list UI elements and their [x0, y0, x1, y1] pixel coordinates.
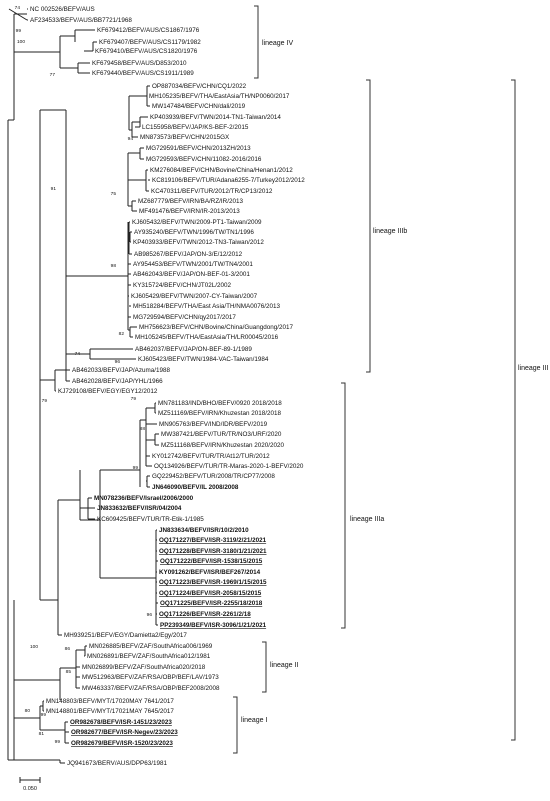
taxon-label: KC609425/BEFV/TUR/TR-Etik-1/1985: [97, 516, 204, 524]
taxon-label: OP887034/BEFV/CHN/CQ1/2022: [152, 83, 247, 91]
taxon-label: OQ134926/BEFV/TUR/TR-Maras-2020-1-BEFV/2020: [154, 463, 304, 471]
bootstrap-value: 74: [14, 6, 20, 11]
taxon-label: KP403933/BEFV/TWN/2012-TN3-Taiwan/2012: [133, 239, 264, 247]
lineage-bracket: [254, 6, 258, 78]
taxon-label: MW387421/BEFV/TUR/TR/NO3/URF/2020: [161, 431, 282, 439]
bootstrap-value: 86: [64, 647, 70, 652]
taxon-label: MN078236/BEFV/Israel/2006/2000: [94, 495, 194, 503]
lineage-label: lineage I: [241, 717, 268, 724]
taxon-label: MN905763/BEFV/IND/IDR/BEFV/2019: [159, 421, 268, 429]
lineage-label: lineage IIIb: [373, 228, 408, 235]
taxon-label: OQ171228/BEFV/ISR-3180/1/21/2021: [159, 548, 267, 556]
taxon-label: MG729591/BEFV/CHN/2013ZH/2013: [146, 145, 251, 153]
taxon-label: OQ171224/BEFV/ISR-2058/15/2015: [159, 590, 262, 598]
lineage-bracket: [262, 642, 266, 692]
taxon-label: KC470311/BEFV/TUR/2012/TR/CP13/2012: [151, 188, 273, 196]
taxon-label: MW512963/BEFV/ZAF/RSA/OBP/BEF/LAV/1973: [82, 674, 219, 682]
taxon-label: MN781183/IND/BHO/BEFV/0920 2018/2018: [158, 400, 282, 408]
bootstrap-value: 96: [114, 360, 120, 365]
taxon-label: KJ605429/BEFV/TWN/2007-CY-Taiwan/2007: [131, 293, 258, 301]
taxon-label: KF679412/BEFV/AUS/CS1867/1976: [97, 27, 200, 35]
taxon-label: LC155958/BEFV/JAP/KS-BEF-2/2015: [142, 124, 249, 132]
taxon-label: MG729593/BEFV/CHN/11082-2016/2016: [146, 156, 262, 164]
taxon-label: MZ511169/BEFV/IRN/Khuzestan 2018/2018: [158, 410, 281, 418]
taxon-label: MH756623/BEFV/CHN/Bovine/China/Guangdong/2017: [139, 324, 294, 332]
taxon-label: MN148801/BEFV/MYT/17021MAY 7645/2017: [46, 708, 174, 716]
lineage-bracket: [511, 80, 515, 740]
lineage-bracket: [341, 383, 345, 628]
taxon-label: MN148803/BEFV/MYT/17020MAY 7641/2017: [46, 698, 174, 706]
taxon-label: MN873573/BEFV/CHN/2015GX: [140, 134, 230, 142]
taxon-label: OR982678/BEFV/ISR-1451/23/2023: [70, 719, 172, 727]
lineage-label: lineage III: [518, 365, 549, 372]
lineage-bracket: [233, 697, 237, 753]
taxon-label: OQ171227/BEFV/ISR-3119/2/21/2021: [159, 537, 267, 545]
bootstrap-value: 79: [130, 397, 136, 402]
taxon-label: MN026885/BEFV/ZAF/SouthAfrica006/1969: [89, 643, 213, 651]
taxon-label: PP239349/BEFV/ISR-3096/1/21/2021: [160, 622, 267, 630]
bootstrap-value: 94: [127, 137, 133, 142]
lineage-label: lineage II: [270, 662, 299, 669]
taxon-label: OQ171226/BEFV/ISR-2261/2/18: [159, 611, 251, 619]
taxon-label: KF679440/BEFV/AUS/CS1911/1989: [92, 70, 194, 78]
taxon-label: OQ171225/BEFV/ISR-2255/18/2018: [160, 600, 263, 608]
taxon-label: AB462037/BEFV/JAP/ON-BEF-89-1/1989: [135, 346, 252, 354]
taxon-label: JN833634/BEFV/ISR/10/2/2010: [159, 527, 249, 535]
taxon-label: MF491476/BEFV/IRN/IR-2013/2013: [139, 208, 240, 216]
bootstrap-value: 99: [54, 740, 60, 745]
taxon-label: MW147484/BEFV/CHN/dali/2019: [152, 103, 246, 111]
bootstrap-value: 74: [74, 352, 80, 357]
bootstrap-value: 91: [50, 187, 56, 192]
taxon-label: KY315724/BEFV/CHN/JT02L/2002: [133, 282, 232, 290]
taxon-label: OQ171222/BEFV/ISR-1538/15/2015: [160, 558, 263, 566]
taxon-label: MH105235/BEFV/THA/EastAsia/TH/NP0060/2017: [149, 93, 290, 101]
taxon-label: KF679410/BEFV/AUS/CS1820/1976: [95, 48, 198, 56]
taxon-label: MH939251/BEFV/EGY/Damietta2/Egy/2017: [64, 632, 187, 640]
bootstrap-value: 100: [29, 645, 38, 650]
bootstrap-value: 99: [15, 29, 21, 34]
taxon-label: MH105245/BEFV/THA/EastAsia/TH/LR00045/2016: [135, 334, 279, 342]
bootstrap-value: 100: [16, 40, 25, 45]
taxon-label: MH518284/BEFV/THA/East Asia/TH/NMA0076/2013: [133, 303, 280, 311]
scale-bar-label: 0.050: [23, 786, 37, 792]
taxon-label: KY091262/BEFV/ISR/BEF267/2014: [159, 569, 261, 577]
taxon-label: MW463337/BEFV/ZAF/RSA/OBP/BEF2008/2008: [82, 685, 220, 693]
taxon-label: MZ511168/BEFV/IRN/Khuzestan 2020/2020: [161, 442, 284, 450]
taxon-label: KJ605432/BEFV/TWN/2009-PT1-Taiwan/2009: [132, 219, 262, 227]
taxon-label: MG729594/BEFV/CHN/qy2017/2017: [133, 314, 236, 322]
taxon-label: AF234533/BEFV/AUS/BB7721/1968: [30, 17, 132, 25]
taxon-label: KM276084/BEFV/CHN/Bovine/China/Henan1/2012: [150, 167, 293, 175]
taxon-label: AY954453/BEFV/TWN/2001/TW/TN4/2001: [133, 261, 253, 269]
taxon-label: KF679407/BEFV/AUS/CS1179/1982: [99, 39, 201, 47]
taxon-label: AB462043/BEFV/JAP/ON-BEF-01-3/2001: [133, 271, 250, 279]
taxon-label: AB462033/BEFV/JAP/Azuma/1988: [72, 367, 171, 375]
bootstrap-value: 85: [65, 670, 71, 675]
taxon-label: KJ729108/BEFV/EGY/EGY12/2012: [58, 388, 158, 396]
bootstrap-value: 82: [118, 332, 124, 337]
bootstrap-value: 80: [24, 709, 30, 714]
bootstrap-value: 88: [139, 427, 145, 432]
taxon-label: JN646090/BEFV/IL 2008/2008: [152, 484, 239, 492]
bootstrap-value: 81: [38, 732, 44, 737]
lineage-label: lineage IIIa: [350, 516, 385, 523]
taxon-label: NC 002526/BEFV/AUS: [30, 6, 95, 14]
taxon-label: KY012742/BEFV/TUR/TR/At12/TUR/2012: [152, 453, 270, 461]
bootstrap-value: 99: [132, 466, 138, 471]
taxon-label: OR982679/BEFV/ISR-1520/23/2023: [71, 740, 173, 748]
taxon-label: AY935240/BEFV/TWN/1996/TW/TN1/1996: [134, 229, 254, 237]
taxon-label: AB462028/BEFV/JAP/YHL/1966: [72, 378, 163, 386]
taxon-label: OQ171223/BEFV/ISR-1969/1/15/2015: [159, 579, 267, 587]
lineage-bracket: [366, 80, 370, 372]
taxon-label: AB985267/BEFV/JAP/ON-3/E/12/2012: [134, 251, 243, 259]
bootstrap-value: 96: [146, 613, 152, 618]
taxon-label: GQ229452/BEFV/TUR/2008/TR/CP77/2008: [152, 473, 275, 481]
taxon-label: MN026891/BEFV/ZAF/SouthAfrica012/1981: [87, 653, 211, 661]
bootstrap-value: 99: [40, 713, 46, 718]
taxon-label: KJ605423/BEFV/TWN/1984-VAC-Taiwan/1984: [138, 356, 269, 364]
bootstrap-value: 79: [41, 399, 47, 404]
bootstrap-value: 77: [49, 73, 55, 78]
taxon-label: KC819106/BEFV/TUR/Adana6255-7/Turkey2012/2012: [152, 177, 305, 185]
taxon-label: JQ941673/BERV/AUS/DPP63/1981: [67, 760, 167, 768]
bootstrap-value: 75: [110, 192, 116, 197]
taxon-label: OR982677/BEFV/ISR-Negev/23/2023: [71, 729, 178, 737]
lineage-label: lineage IV: [262, 40, 294, 47]
taxon-label: KP403939/BEFV/TWN/2014-TN1-Taiwan/2014: [150, 114, 281, 122]
taxon-label: KF679458/BEFV/AUS/D853/2010: [92, 60, 187, 68]
taxon-label: MZ687779/BEFV/IRN/BA/RZ/IR/2013: [138, 198, 243, 206]
bootstrap-value: 98: [110, 264, 116, 269]
taxon-label: JN833632/BEFV/ISR/04/2004: [97, 505, 182, 513]
taxon-label: MN026899/BEFV/ZAF/SouthAfrica020/2018: [82, 664, 206, 672]
tree-labels: [15, 5, 549, 792]
